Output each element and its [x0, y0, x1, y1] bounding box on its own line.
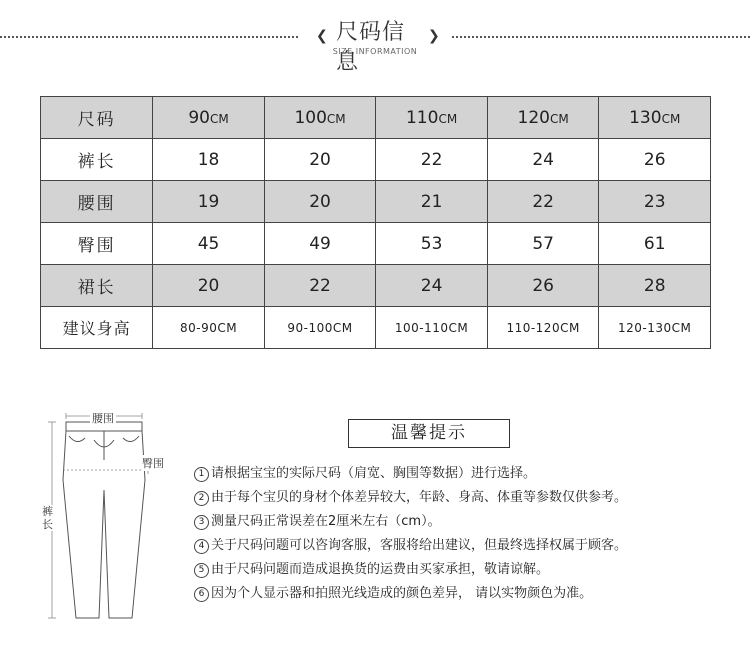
table-cell: 19: [153, 181, 264, 223]
tip-text: 由于每个宝贝的身材个体差异较大，年龄、身高、体重等参数仅供参考。: [211, 490, 628, 505]
table-row: [41, 139, 711, 181]
size-unit: CM: [209, 111, 229, 126]
size-unit: CM: [661, 111, 681, 126]
header-divider-right: [452, 36, 750, 38]
size-header-cell: [599, 97, 711, 139]
size-num: 120: [517, 107, 550, 128]
size-header-row: [41, 97, 711, 139]
tips-title: 温馨提示: [348, 419, 510, 448]
list-item: [194, 534, 627, 558]
tip-number: 3: [194, 515, 209, 530]
tip-text: 因为个人显示器和拍照光线造成的颜色差异， 请以实物颜色为准。: [211, 586, 593, 601]
table-cell: 26: [599, 139, 711, 181]
list-item: [194, 462, 627, 486]
table-cell: 22: [264, 265, 376, 307]
table-cell: 28: [599, 265, 711, 307]
table-cell: 45: [153, 223, 264, 265]
table-cell: 80-90CM: [153, 307, 264, 349]
list-item: [194, 582, 627, 606]
size-num: 100: [294, 107, 327, 128]
size-num: 130: [629, 107, 662, 128]
size-num: 110: [405, 107, 439, 128]
row-label: 臀围: [41, 223, 153, 265]
size-header-cell: [487, 97, 599, 139]
table-cell: 61: [599, 223, 711, 265]
table-cell: 90-100CM: [264, 307, 376, 349]
table-row: [41, 265, 711, 307]
size-unit: CM: [438, 111, 458, 126]
table-cell: 120-130CM: [599, 307, 711, 349]
size-unit: CM: [326, 111, 346, 126]
table-cell: 20: [264, 139, 376, 181]
table-row: [41, 307, 711, 349]
size-header-cell: [376, 97, 488, 139]
page-title: 尺码信息: [336, 20, 406, 75]
table-cell: 26: [487, 265, 599, 307]
table-cell: 53: [376, 223, 488, 265]
pants-outline-icon: [36, 410, 186, 635]
tip-number: 2: [194, 491, 209, 506]
table-cell: 24: [376, 265, 488, 307]
row-label: 腰围: [41, 181, 153, 223]
tip-number: 6: [194, 587, 209, 602]
table-cell: 49: [264, 223, 376, 265]
table-row: [41, 181, 711, 223]
table-row: [41, 223, 711, 265]
list-item: [194, 558, 627, 582]
size-table: [40, 96, 711, 349]
list-item: [194, 486, 627, 510]
row-label: 裤长: [41, 139, 153, 181]
waist-label: 腰围: [92, 412, 114, 425]
page-subtitle: SIZE INFORMATION: [332, 47, 418, 56]
tip-text: 测量尺码正常误差在2厘米左右（cm）。: [211, 514, 441, 529]
table-cell: 22: [487, 181, 599, 223]
table-cell: 18: [153, 139, 264, 181]
table-cell: 22: [376, 139, 488, 181]
size-header-cell: [153, 97, 264, 139]
table-cell: 21: [376, 181, 488, 223]
table-cell: 57: [487, 223, 599, 265]
tip-text: 请根据宝宝的实际尺码（肩宽、胸围等数据）进行选择。: [211, 466, 537, 481]
hip-label: 臀围: [142, 457, 164, 470]
tip-number: 5: [194, 563, 209, 578]
table-cell: 24: [487, 139, 599, 181]
table-cell: 20: [264, 181, 376, 223]
length-label: 裤长: [42, 505, 53, 531]
header-divider-left: [0, 36, 298, 38]
row-label: 裙长: [41, 265, 153, 307]
pants-diagram: [36, 410, 186, 635]
tip-text: 由于尺码问题而造成退换货的运费由买家承担，敬请谅解。: [211, 562, 550, 577]
table-cell: 23: [599, 181, 711, 223]
chevron-right-icon: ❯: [428, 28, 440, 44]
row-label: 建议身高: [41, 307, 153, 349]
size-header-label: 尺码: [41, 97, 153, 139]
size-header-cell: [264, 97, 376, 139]
chevron-left-icon: ❮: [316, 28, 328, 44]
size-num: 90: [188, 107, 210, 128]
table-cell: 20: [153, 265, 264, 307]
tips-list: [194, 462, 627, 606]
tip-text: 关于尺码问题可以咨询客服，客服将给出建议，但最终选择权属于顾客。: [211, 538, 628, 553]
table-cell: 100-110CM: [376, 307, 488, 349]
size-unit: CM: [549, 111, 569, 126]
table-cell: 110-120CM: [487, 307, 599, 349]
list-item: [194, 510, 627, 534]
tip-number: 4: [194, 539, 209, 554]
tip-number: 1: [194, 467, 209, 482]
